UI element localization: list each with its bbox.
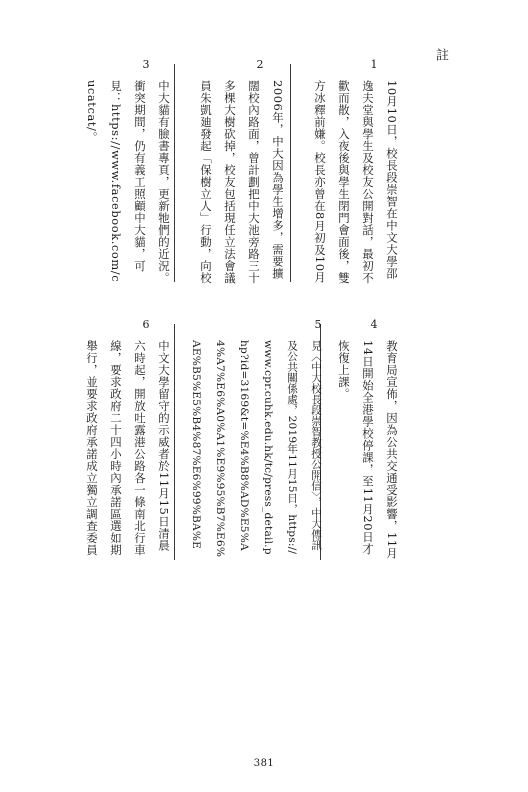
note-number-1: 1 <box>370 58 378 71</box>
note-6-text: 中文大學留守的示威者於11月15日清晨六時起，開放吐露港公路各一條南北行車線，要求政府二十四小時內承諾區選如期舉行，並要求政府承諾成立獨立調查委員 <box>85 340 171 556</box>
note-1-text: 10月10日，校長段崇智在中文大學邵逸夫堂與學生及校友公開對話，最初不歡而散，入夜後與學生閉門會面後，雙方冰釋前嫌。校長亦曾在8月初及10月 <box>313 80 399 284</box>
note-number-3: 3 <box>142 58 150 71</box>
notes-heading: 註 <box>433 48 448 63</box>
page-number: 381 <box>253 758 275 769</box>
divider-rule <box>290 64 291 282</box>
note-2-text: 2006年，中大因為學生增多，需要擴闊校內路面，曾計劃把中大池旁路三十多棵大樹砍掉，校友包括現任立法會議員朱凱廸發起「保樹立人」行動，向校 <box>199 80 285 284</box>
note-number-2: 2 <box>256 58 264 71</box>
note-5-text: 見〈中大校長段崇智教授公開信〉，中大傳訊及公共關係處，2019年11月15日，https://www.cpr.cuhk.edu.hk/tc/press_detail.php?id=3169&t=%E4%B8%AD%E5%A4%A7%E6%A0%A1%E9%95%B7%E6%AE%B5%E5%B4%87%E6%99%BA%E <box>190 340 322 558</box>
note-number-4: 4 <box>370 318 378 331</box>
note-number-5: 5 <box>314 318 322 331</box>
note-3-text: 中大貓有臉書專頁，更新牠們的近況。衝突期間，仍有義工照顧中大貓，可見：https://www.facebook.com/cucatcat/。 <box>85 80 171 284</box>
note-4-text: 教育局宣佈，因為公共交通受影響，11月14日開始全港學校停課，至11月20日才恢復上課。 <box>337 340 399 560</box>
note-number-6: 6 <box>142 318 150 331</box>
